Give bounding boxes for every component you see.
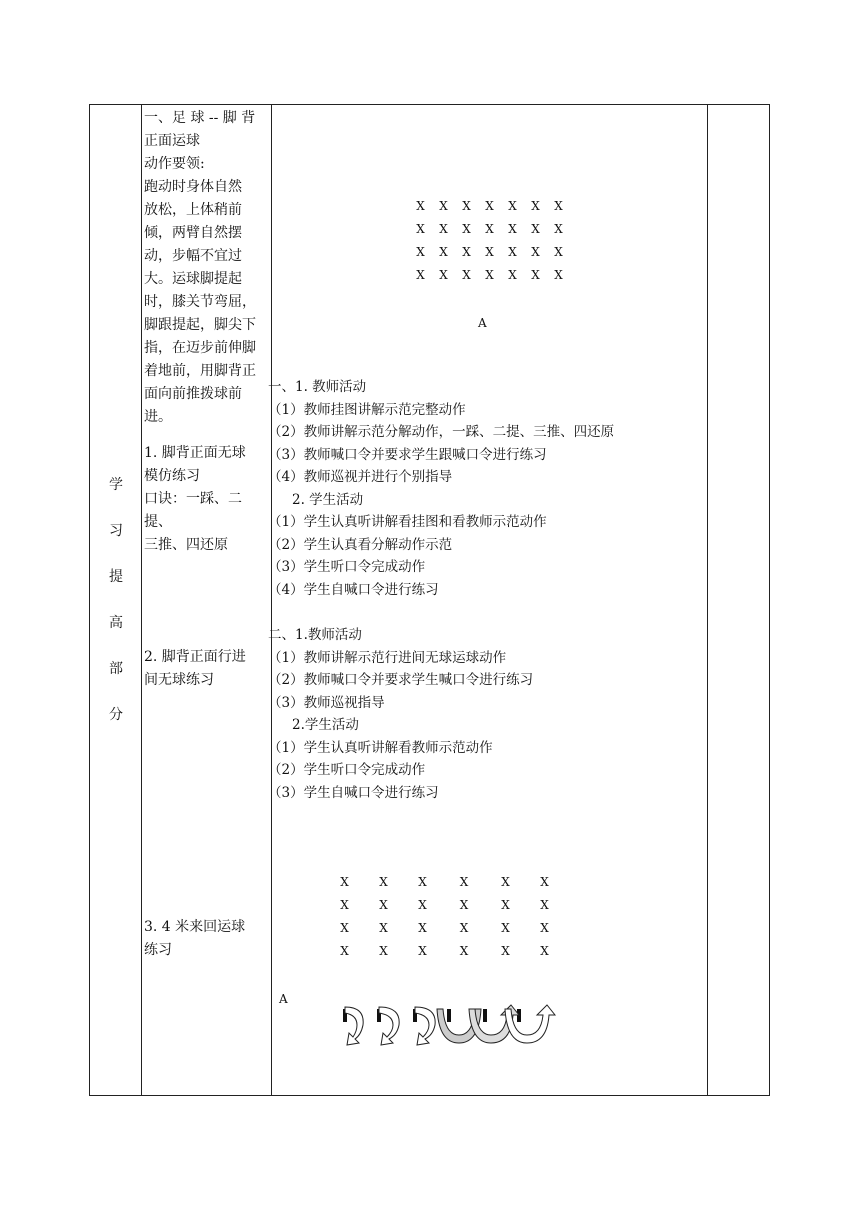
step-line: （2）教师讲解示范分解动作，一踩、二提、三推、四还原 (268, 424, 615, 440)
formation-grid (325, 871, 564, 963)
student-mark: X (531, 199, 540, 214)
student-mark: X (501, 921, 510, 936)
student-mark: X (540, 875, 549, 890)
section-char: 高 (109, 615, 123, 631)
item2-block (144, 646, 268, 692)
section-title (90, 462, 142, 738)
step-line: （3）教师巡视指导 (268, 694, 385, 711)
section-char: 分 (109, 707, 123, 723)
content-line: 着地前，用脚背正 (144, 363, 256, 379)
student-mark: X (418, 898, 427, 913)
student-mark: X (462, 245, 471, 260)
content-line: 跑动时身体自然 (144, 179, 242, 195)
formation-row (325, 917, 564, 940)
content-line: 动作要领: (144, 156, 205, 172)
content-line: 1. 脚背正面无球 (144, 445, 246, 461)
formation-row (409, 218, 570, 241)
curved-arrow-icon (345, 1007, 363, 1045)
student-mark: X (439, 245, 448, 260)
student-mark: X (379, 898, 388, 913)
step-line: （4）教师巡视并进行个别指导 (268, 469, 453, 485)
dribble-path-diagram (337, 1001, 577, 1053)
part2-steps (268, 624, 533, 804)
student-mark: X (416, 222, 425, 237)
student-mark: X (340, 898, 349, 913)
content-line: 正面运球 (144, 133, 200, 149)
item1-block (144, 442, 268, 557)
section-char: 部 (109, 661, 123, 677)
teacher-marker: A (279, 992, 288, 1006)
content-line: 模仿练习 (144, 468, 200, 484)
student-heading: 2.学生活动 (292, 717, 359, 733)
section-char: 习 (109, 523, 123, 539)
student-mark: X (439, 268, 448, 283)
student-mark: X (485, 222, 494, 237)
content-line: 大。运球脚提起 (144, 271, 242, 287)
step-line: （2）学生认真看分解动作示范 (268, 536, 453, 553)
content-line: 时，膝关节弯屈， (144, 294, 256, 310)
content-line: 练习 (144, 942, 172, 958)
content-line: 倾，两臂自然摆 (144, 225, 242, 241)
student-heading: 2. 学生活动 (292, 491, 364, 508)
section-char: 提 (109, 569, 123, 585)
step-line: （1）教师讲解示范行进间无球运球动作 (268, 649, 507, 666)
formation-row (409, 264, 570, 287)
student-mark: X (540, 921, 549, 936)
student-mark: X (485, 199, 494, 214)
student-mark: X (540, 944, 549, 959)
curved-arrow-icon (415, 1007, 435, 1045)
step-line: （3）学生自喊口令进行练习 (268, 784, 439, 801)
content-line: 脚跟提起，脚尖下 (144, 317, 256, 333)
part-heading: 一、1. 教师活动 (268, 379, 367, 395)
content-line: 动，步幅不宜过 (144, 248, 242, 264)
student-mark: X (531, 222, 540, 237)
student-mark: X (462, 199, 471, 214)
content-line: 进。 (144, 409, 172, 425)
content-line: 口诀：一踩、二提、 (144, 491, 242, 530)
student-mark: X (418, 875, 427, 890)
column-divider (707, 105, 708, 1095)
item3-block (144, 916, 268, 962)
part1-steps (268, 376, 614, 601)
student-mark: X (416, 245, 425, 260)
content-line: 2. 脚背正面行进 (144, 649, 246, 665)
step-line: （3）教师喊口令并要求学生跟喊口令进行练习 (268, 446, 547, 463)
student-mark: X (379, 921, 388, 936)
student-mark: X (531, 245, 540, 260)
student-mark: X (418, 921, 427, 936)
student-mark: X (416, 268, 425, 283)
student-mark: X (501, 898, 510, 913)
step-line: （1）学生认真听讲解看挂图和看教师示范动作 (268, 514, 547, 530)
step-line: （2）学生听口令完成动作 (268, 762, 426, 778)
section-char: 学 (109, 477, 123, 493)
student-mark: X (462, 268, 471, 283)
step-line: （4）学生自喊口令进行练习 (268, 581, 439, 598)
student-mark: X (459, 944, 469, 959)
content-line: 指，在迈步前伸脚 (144, 340, 256, 356)
formation-grid (409, 195, 570, 287)
student-mark: X (554, 245, 563, 260)
content-line: 一、足 球 -- 脚 背 (144, 110, 256, 126)
student-mark: X (501, 875, 510, 890)
step-line: （1）学生认真听讲解看教师示范动作 (268, 739, 493, 756)
lesson-table (89, 104, 770, 1096)
cone-icon (447, 1009, 451, 1022)
step-line: （1）教师挂图讲解示范完整动作 (268, 401, 466, 418)
student-mark: X (508, 199, 517, 214)
student-mark: X (508, 222, 517, 237)
formation-row (409, 195, 570, 218)
student-mark: X (340, 944, 349, 959)
student-mark: X (462, 222, 471, 237)
intro-block (144, 107, 268, 429)
formation-row (325, 894, 564, 917)
student-mark: X (554, 199, 563, 214)
student-mark: X (418, 944, 427, 959)
student-mark: X (439, 199, 448, 214)
part-heading: 二、1.教师活动 (268, 627, 362, 643)
student-mark: X (416, 199, 425, 214)
student-mark: X (379, 944, 388, 959)
student-mark: X (508, 245, 517, 260)
section-column (90, 105, 142, 1095)
content-line: 间无球练习 (144, 672, 214, 688)
student-mark: X (531, 268, 540, 283)
formation-row (409, 241, 570, 264)
content-line: 三推、四还原 (144, 537, 228, 553)
formation-row (325, 940, 564, 963)
step-line: （3）学生听口令完成动作 (268, 559, 426, 575)
student-mark: X (439, 222, 448, 237)
content-line: 3. 4 米来回运球 (144, 919, 246, 935)
student-mark: X (540, 898, 549, 913)
student-mark: X (459, 898, 469, 913)
student-mark: X (554, 222, 563, 237)
student-mark: X (379, 875, 388, 890)
student-mark: X (459, 875, 469, 890)
content-line: 放松，上体稍前 (144, 202, 242, 218)
student-mark: X (501, 944, 510, 959)
student-mark: X (340, 875, 349, 890)
cone-icon (483, 1009, 487, 1022)
curved-arrow-icon (379, 1007, 399, 1045)
student-mark: X (485, 268, 494, 283)
teacher-marker: A (478, 316, 487, 330)
content-line: 面向前推拨球前 (144, 386, 242, 402)
student-mark: X (554, 268, 563, 283)
student-mark: X (459, 921, 469, 936)
student-mark: X (340, 921, 349, 936)
step-line: （2）教师喊口令并要求学生喊口令进行练习 (268, 672, 534, 688)
formation-row (325, 871, 564, 894)
student-mark: X (508, 268, 517, 283)
student-mark: X (485, 245, 494, 260)
